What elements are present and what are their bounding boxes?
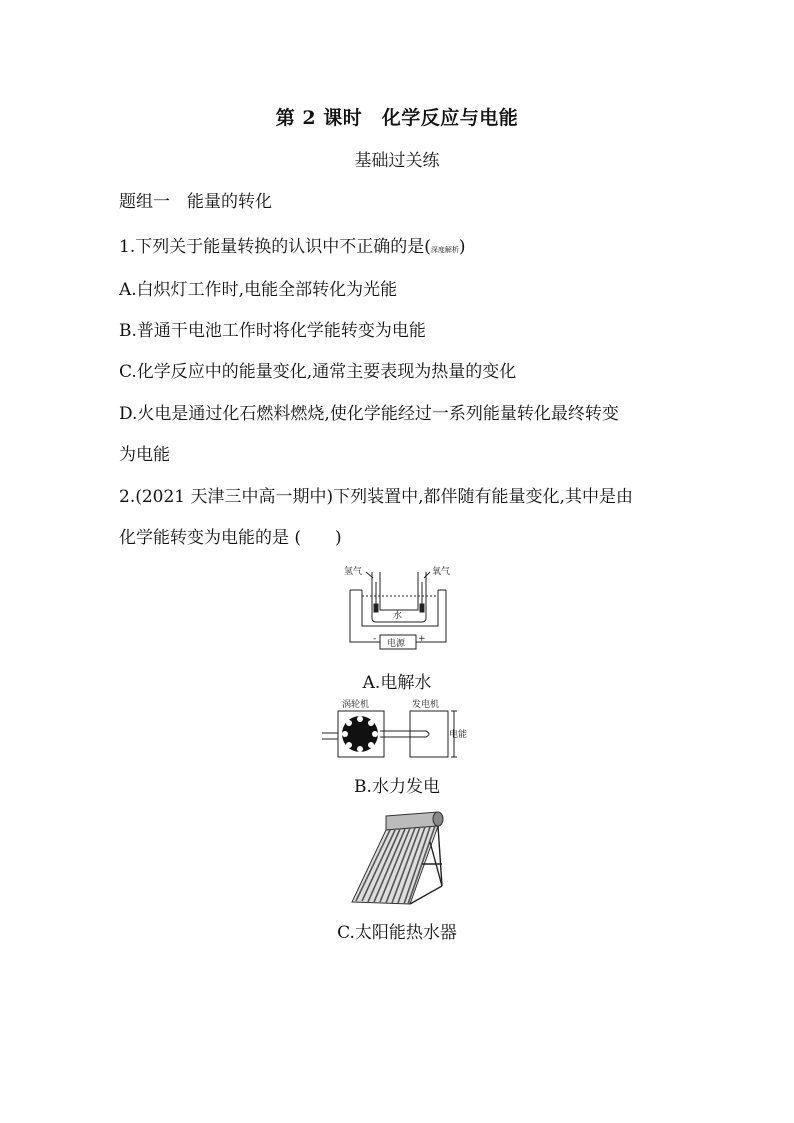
label-water: 水 <box>393 611 403 621</box>
electrolysis-diagram <box>340 562 456 652</box>
label-electric-energy: 电能 <box>449 730 468 740</box>
question-1-option-d-line2: 为电能 <box>119 445 170 465</box>
label-power-source: 电源 <box>387 639 406 649</box>
label-hydrogen: 氢气 <box>344 567 363 577</box>
question-1-option-a: A.白炽灯工作时,电能全部转化为光能 <box>119 280 398 300</box>
figure-b-caption: B.水力发电 <box>354 777 440 797</box>
label-generator: 发电机 <box>412 700 440 710</box>
figure-c-caption: C.太阳能热水器 <box>337 923 457 943</box>
question-1-option-d-line1: D.火电是通过化石燃料燃烧,使化学能经过一系列能量转化最终转变 <box>119 404 619 424</box>
question-1-close: ) <box>458 237 466 257</box>
question-1-tag: 深度解析 <box>430 246 459 254</box>
question-1-option-c: C.化学反应中的能量变化,通常主要表现为热量的变化 <box>119 362 517 382</box>
question-2-stem-line1: 2.(2021 天津三中高一期中)下列装置中,都伴随有能量变化,其中是由 <box>119 487 633 507</box>
label-oxygen: 氧气 <box>432 567 451 577</box>
label-plus: + <box>418 634 426 644</box>
page-title: 第 2 课时 化学反应与电能 <box>275 107 519 129</box>
figure-a-caption: A.电解水 <box>362 673 432 693</box>
solar-water-heater-image <box>350 808 448 908</box>
question-1-stem <box>119 232 466 257</box>
question-1-text: 1.下列关于能量转换的认识中不正确的是( <box>119 237 431 257</box>
question-2-stem-line2: 化学能转变为电能的是 ( ) <box>119 528 342 548</box>
label-turbine: 涡轮机 <box>342 700 370 710</box>
label-minus: - <box>373 634 377 644</box>
section-subtitle: 基础过关练 <box>354 151 440 171</box>
question-1-option-b: B.普通干电池工作时将化学能转变为电能 <box>119 321 426 341</box>
hydropower-diagram <box>322 697 472 765</box>
group-heading: 题组一 能量的转化 <box>119 192 272 212</box>
